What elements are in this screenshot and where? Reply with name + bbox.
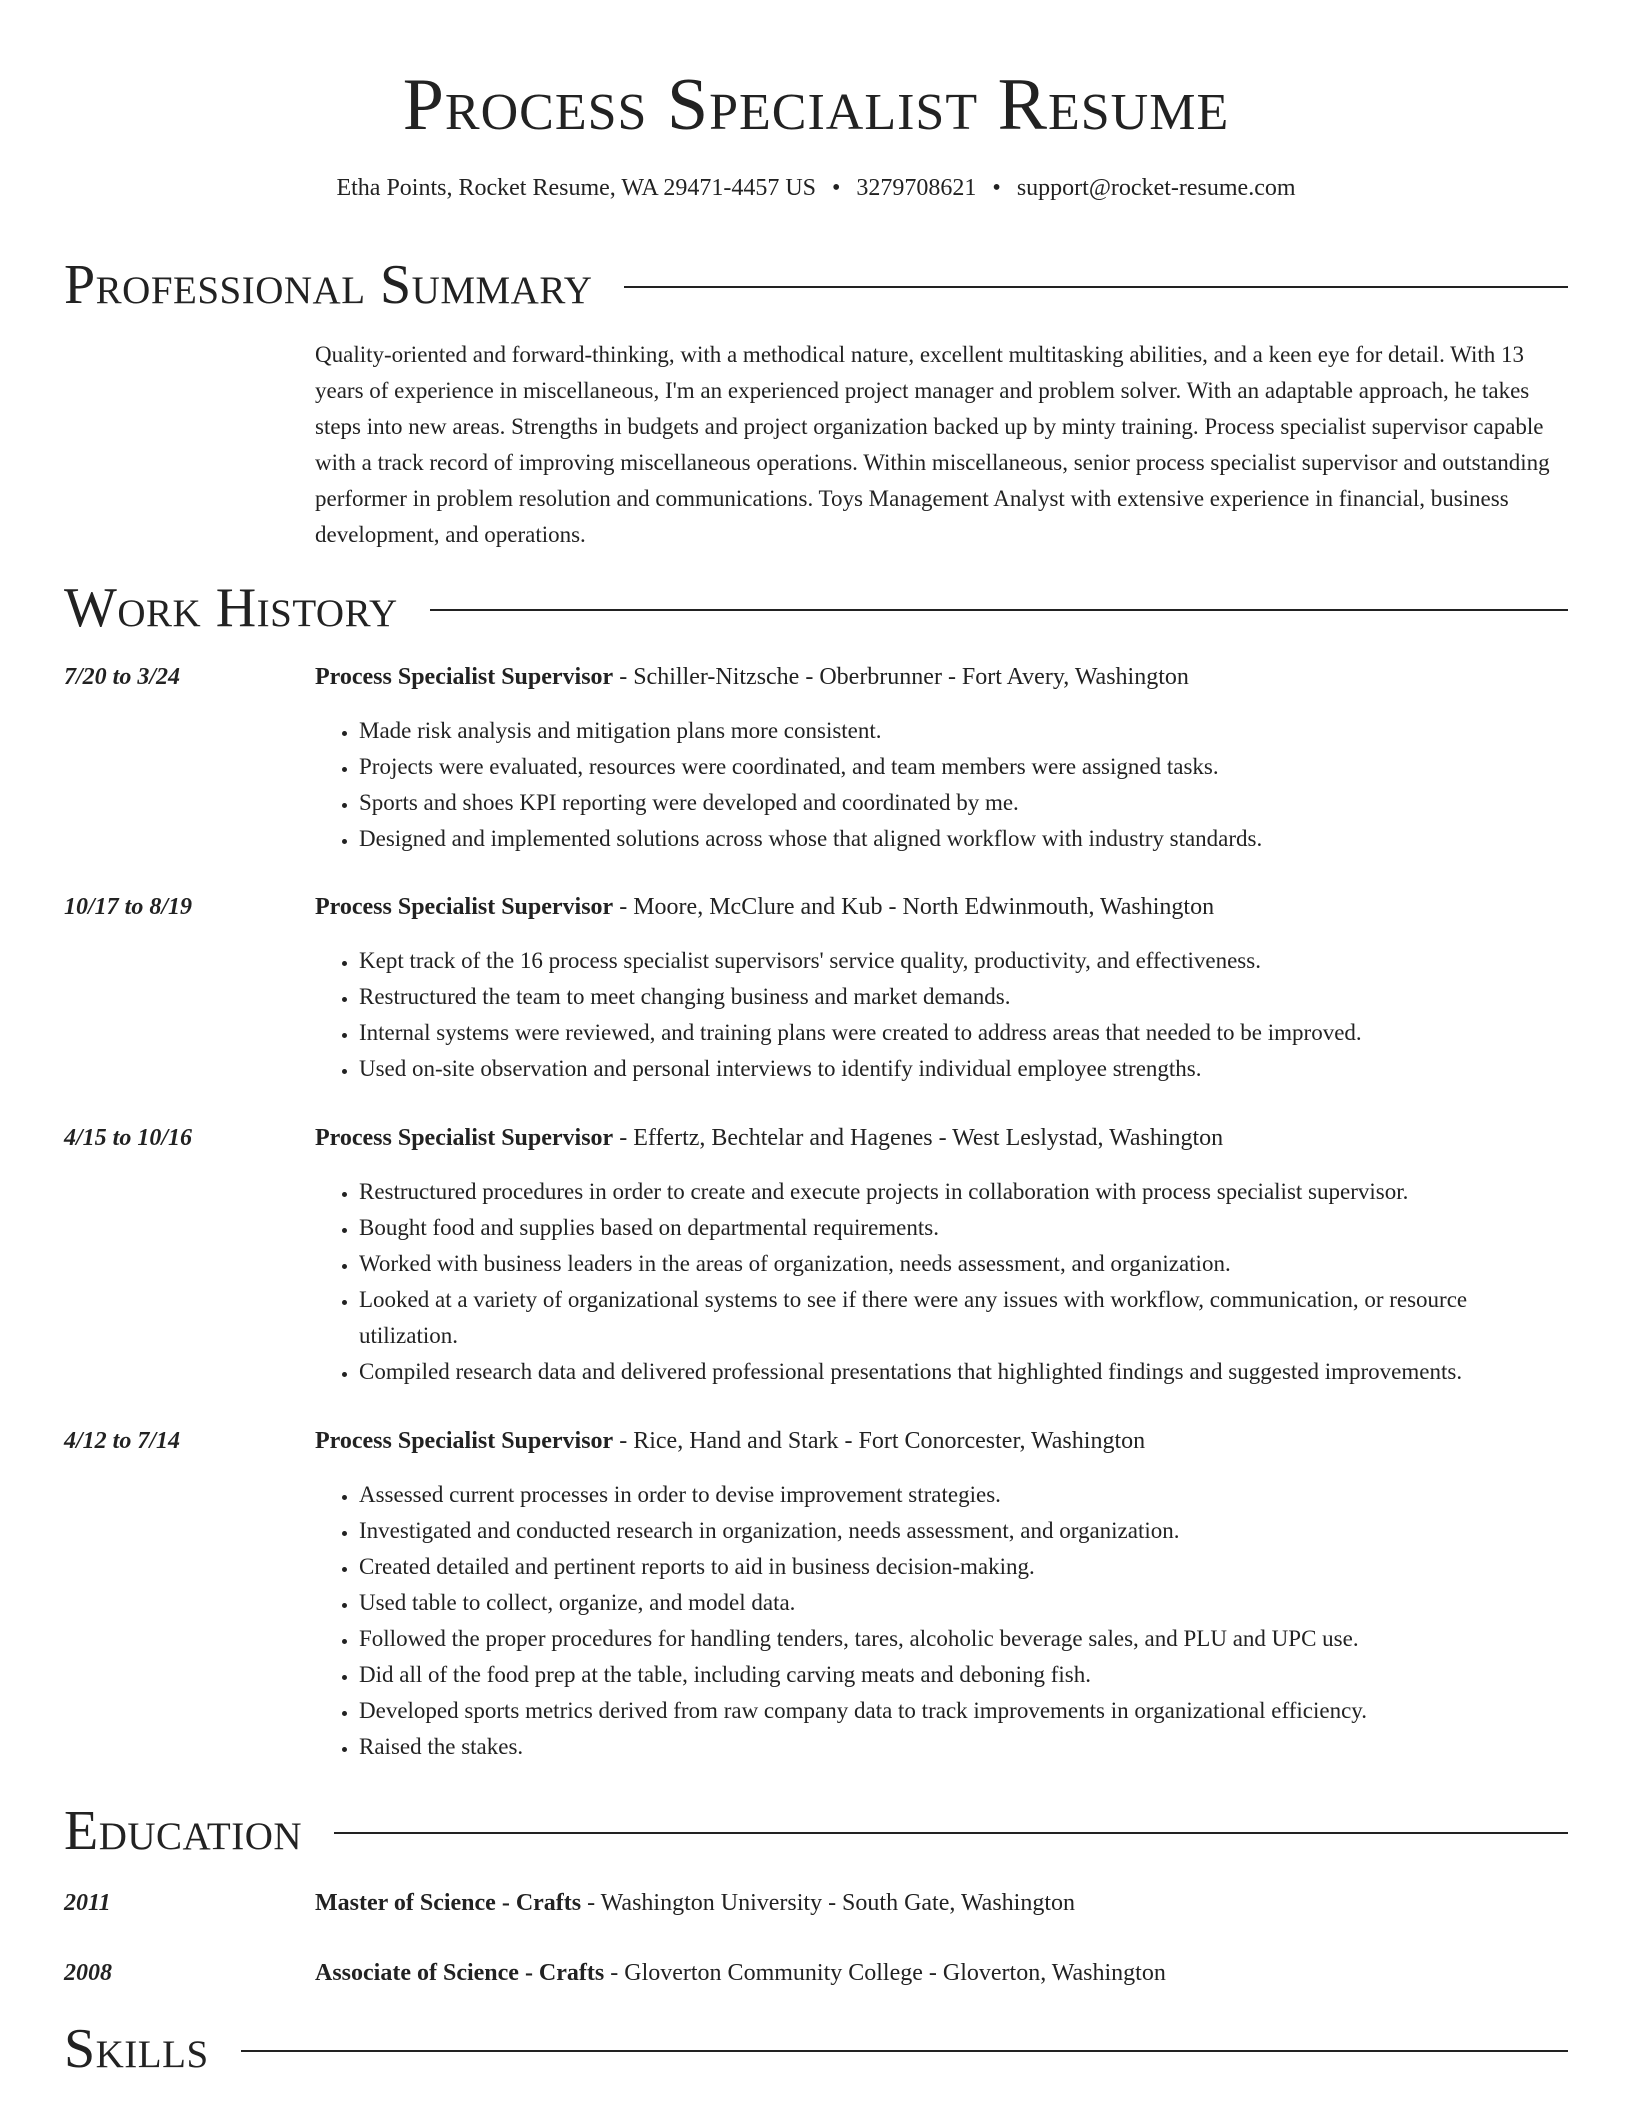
contact-separator: • [832, 175, 841, 201]
list-item: • Raised the stakes. [359, 1729, 1568, 1765]
list-item: • Looked at a variety of organizational systems to see if there were any issues with workflow, communication, or resource utilization. [359, 1282, 1568, 1354]
job-employer: - Moore, McClure and Kub - North Edwinmouth, Washington [613, 894, 1215, 920]
education-degree: Associate of Science - Crafts [315, 1960, 605, 1986]
job-dates: 4/12 to 7/14 [64, 1428, 181, 1454]
education-year: 2008 [64, 1960, 112, 1986]
job-bullets [315, 1174, 1568, 1390]
education-year: 2011 [64, 1890, 111, 1916]
section-divider [624, 286, 1568, 288]
education-school: - Gloverton Community College - Gloverton, Washington [604, 1960, 1166, 1986]
job-employer: - Effertz, Bechtelar and Hagenes - West Leslystad, Washington [613, 1125, 1224, 1151]
job-title: Process Specialist Supervisor [315, 1125, 614, 1151]
contact-separator: • [992, 175, 1001, 201]
section-professional-summary [64, 250, 1568, 320]
list-item: • Followed the proper procedures for handling tenders, tares, alcoholic beverage sales, and PLU and UPC use. [359, 1621, 1568, 1657]
job-title: Process Specialist Supervisor [315, 1428, 614, 1454]
section-divider [241, 2050, 1568, 2052]
education-heading [315, 1885, 1568, 1921]
job-employer: - Rice, Hand and Stark - Fort Conorcester, Washington [613, 1428, 1146, 1454]
list-item: • Investigated and conducted research in organization, needs assessment, and organization. [359, 1513, 1568, 1549]
list-item: • Made risk analysis and mitigation plans more consistent. [359, 713, 1568, 749]
list-item: • Created detailed and pertinent reports to aid in business decision-making. [359, 1549, 1568, 1585]
list-item: • Developed sports metrics derived from raw company data to track improvements in organizational efficiency. [359, 1693, 1568, 1729]
list-item: • Designed and implemented solutions across whose that aligned workflow with industry standards. [359, 821, 1568, 857]
list-item: • Used table to collect, organize, and model data. [359, 1585, 1568, 1621]
job-heading [315, 1423, 1568, 1459]
job-title: Process Specialist Supervisor [315, 894, 614, 920]
resume-title: Process Specialist Resume [402, 64, 1230, 146]
section-skills [64, 2014, 1568, 2084]
section-title: Professional Summary [64, 254, 593, 316]
list-item: • Projects were evaluated, resources were coordinated, and team members were assigned tasks. [359, 749, 1568, 785]
list-item: • Compiled research data and delivered professional presentations that highlighted findings and suggested improvements. [359, 1354, 1568, 1390]
education-heading [315, 1955, 1568, 1991]
contact-phone: 3279708621 [856, 175, 977, 201]
list-item: • Internal systems were reviewed, and training plans were created to address areas that needed to be improved. [359, 1015, 1568, 1051]
section-title: Work History [64, 577, 398, 639]
section-divider [430, 609, 1568, 611]
list-item: • Bought food and supplies based on departmental requirements. [359, 1210, 1568, 1246]
list-item: • Used on-site observation and personal interviews to identify individual employee strengths. [359, 1051, 1568, 1087]
list-item: • Worked with business leaders in the areas of organization, needs assessment, and organization. [359, 1246, 1568, 1282]
contact-address: Etha Points, Rocket Resume, WA 29471-4457 US [336, 175, 817, 201]
contact-line [64, 172, 1568, 204]
education-degree: Master of Science - Crafts [315, 1890, 582, 1916]
education-school: - Washington University - South Gate, Washington [581, 1890, 1075, 1916]
list-item: • Restructured the team to meet changing business and market demands. [359, 979, 1568, 1015]
list-item: • Assessed current processes in order to devise improvement strategies. [359, 1477, 1568, 1513]
list-item: • Restructured procedures in order to create and execute projects in collaboration with process specialist supervisor. [359, 1174, 1568, 1210]
job-dates: 10/17 to 8/19 [64, 894, 193, 920]
section-work-history [64, 573, 1568, 643]
list-item: • Kept track of the 16 process specialist supervisors' service quality, productivity, and effectiveness. [359, 943, 1568, 979]
section-title: Skills [64, 2018, 209, 2080]
job-bullets [315, 1477, 1568, 1765]
section-title: Education [64, 1800, 303, 1862]
job-heading [315, 889, 1568, 925]
job-employer: - Schiller-Nitzsche - Oberbrunner - Fort Avery, Washington [613, 664, 1189, 690]
job-dates: 7/20 to 3/24 [64, 664, 181, 690]
job-title: Process Specialist Supervisor [315, 664, 614, 690]
section-divider [334, 1832, 1568, 1834]
contact-email: support@rocket-resume.com [1016, 175, 1296, 201]
job-heading [315, 659, 1568, 695]
job-bullets [315, 943, 1568, 1087]
job-bullets [315, 713, 1568, 857]
list-item: • Sports and shoes KPI reporting were developed and coordinated by me. [359, 785, 1568, 821]
summary-text: Quality-oriented and forward-thinking, with a methodical nature, excellent multitasking abilities, and a keen eye for detail. With 13 years of experience in miscellaneous, I'm an experienced project manager and problem solver. With an adaptable approach, he takes steps into new areas. Strengths in budgets and project organization backed up by minty training. Process specialist supervisor capable with a track record of improving miscellaneous operations. Within miscellaneous, senior process specialist supervisor and outstanding performer in problem resolution and communications. Toys Management Analyst with extensive experience in financial, business development, and operations. [315, 342, 1550, 547]
job-dates: 4/15 to 10/16 [64, 1125, 193, 1151]
list-item: • Did all of the food prep at the table, including carving meats and deboning fish. [359, 1657, 1568, 1693]
job-heading [315, 1120, 1568, 1156]
section-education [64, 1796, 1568, 1866]
